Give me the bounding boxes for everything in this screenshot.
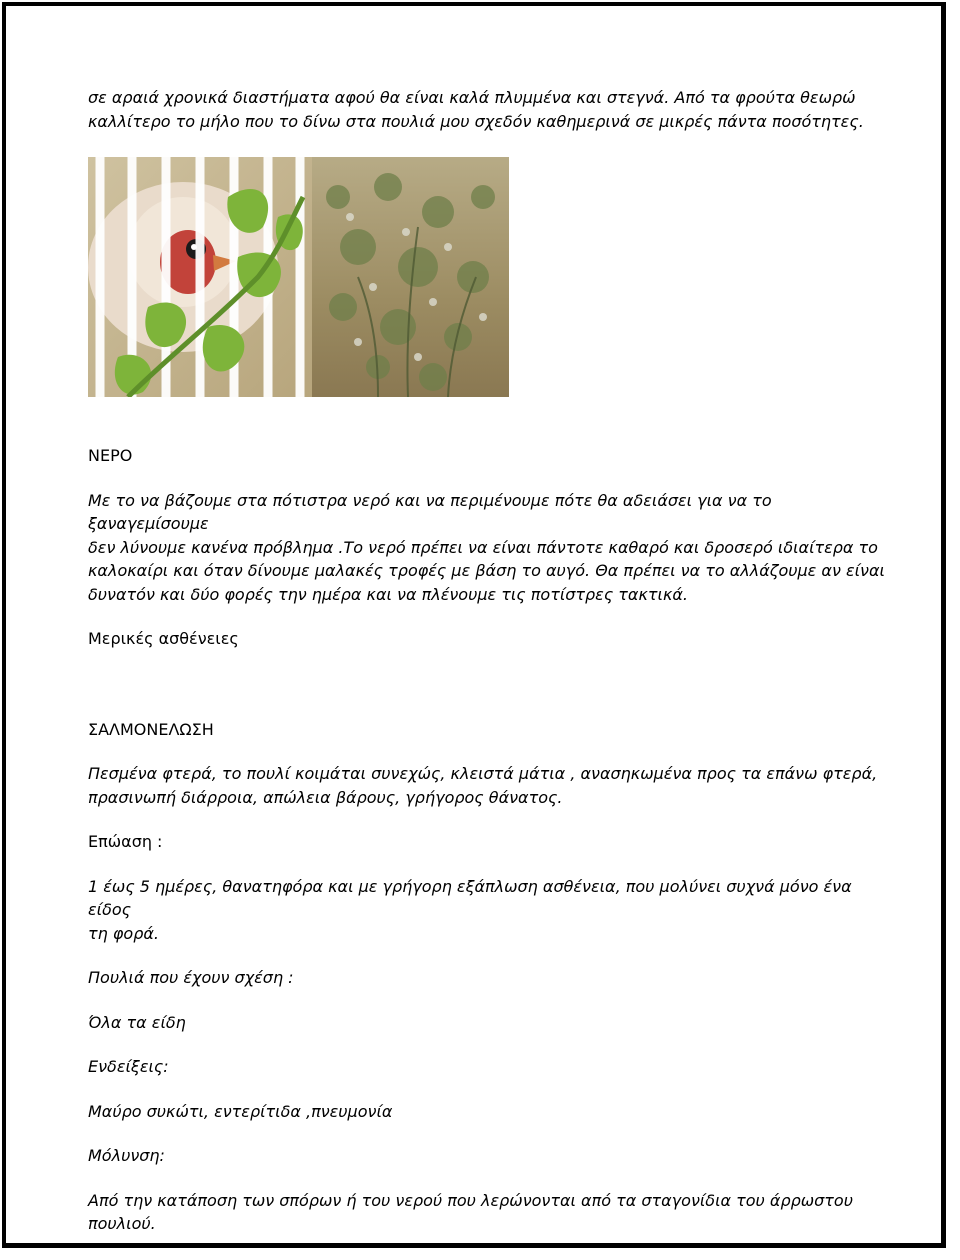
bird-and-plant-photo	[88, 157, 509, 397]
intro-line-1: σε αραιά χρονικά διαστήματα αφού θα είναι καλά πλυμμένα και στεγνά. Από τα φρούτα θεωρώ	[88, 88, 856, 107]
infection-label: Μόλυνση:	[88, 1146, 165, 1165]
diseases-heading: Μερικές ασθένειες	[88, 629, 239, 648]
indications-label: Ενδείξεις:	[88, 1057, 169, 1076]
water-line-1: Με το να βάζουμε στα πότιστρα νερό και να περιμένουμε πότε θα αδειάσει για να το ξαναγεμίσουμε	[88, 490, 772, 533]
symptoms-line-1: Πεσμένα φτερά, το πουλί κοιμάται συνεχώς, κλειστά μάτια , ανασηκωμένα προς τα επάνω φτερά,	[88, 764, 878, 783]
birds-value: Όλα τα είδη	[88, 1012, 186, 1032]
symptoms-line-2: πρασινωπή διάρροια, απώλεια βάρους, γρήγορος θάνατος.	[88, 787, 563, 807]
intro-line-2: καλλίτερο το μήλο που το δίνω στα πουλιά μου σχεδόν καθημερινά σε μικρές πάντα ποσότητες.	[88, 111, 864, 131]
water-line-4: δυνατόν και δύο φορές την ημέρα και να πλένουμε τις ποτίστρες τακτικά.	[88, 584, 689, 604]
incubation-line-2: τη φορά.	[88, 923, 159, 943]
incubation-label: Επώαση :	[88, 832, 163, 851]
incubation-line-1: 1 έως 5 ημέρες, θανατηφόρα και με γρήγορη εξάπλωση ασθένεια, που μολύνει συχνά μόνο ένα είδος	[88, 876, 852, 919]
water-line-2: δεν λύνουμε κανένα πρόβλημα .Το νερό πρέπει να είναι πάντοτε καθαρό και δροσερό ιδιαίτερα το	[88, 537, 878, 557]
indications-value: Μαύρο συκώτι, εντερίτιδα ,πνευμονία	[88, 1101, 393, 1121]
infection-value: Από την κατάποση των σπόρων ή του νερού που λερώνονται από τα σταγονίδια του άρρωστου πουλιού.	[88, 1190, 853, 1233]
water-line-3: καλοκαίρι και όταν δίνουμε μαλακές τροφές με βάση το αυγό. Θα πρέπει να το αλλάζουμε αν είναι	[88, 561, 885, 580]
birds-label: Πουλιά που έχουν σχέση :	[88, 968, 294, 987]
disease-title: ΣΑΛΜΟΝΕΛΩΣΗ	[88, 719, 214, 739]
water-heading: ΝΕΡΟ	[88, 446, 133, 465]
